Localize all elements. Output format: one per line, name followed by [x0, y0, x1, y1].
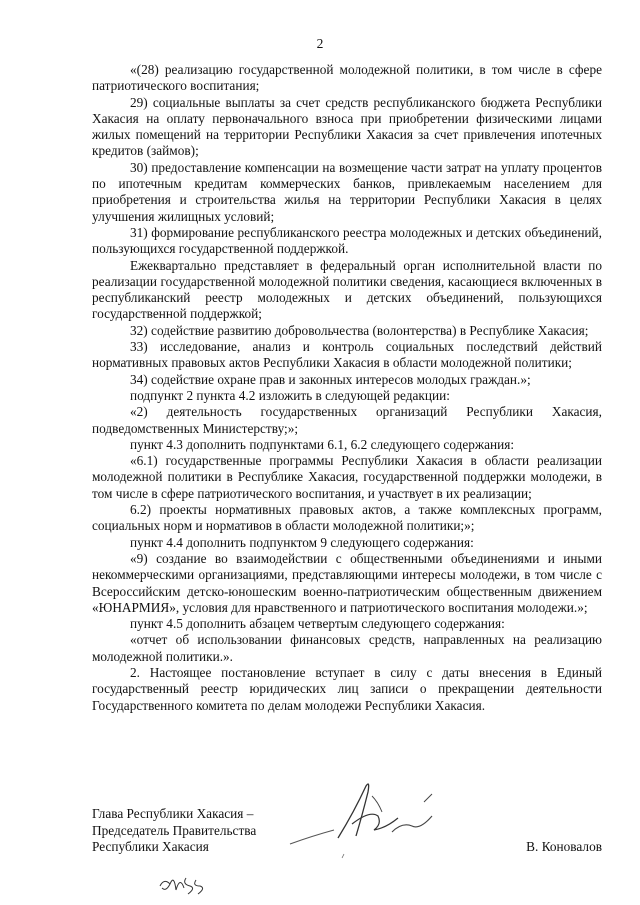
paragraph-item-29: 29) социальные выплаты за счет средств республиканского бюджета Республики Хакасия на оплату первоначального взноса при приобретении физическими лицами жилых помещений на территории Республики Хакасия за счет привлечения ипотечных кредитов (займов); — [92, 94, 602, 159]
signatory-name: В. Коновалов — [526, 839, 602, 854]
paragraph-item-34: 34) содействие охране прав и законных интересов молодых граждан.»; — [130, 371, 531, 387]
signature-block — [92, 806, 602, 866]
paragraph-amend-4-4: пункт 4.4 дополнить подпунктом 9 следующего содержания: — [130, 534, 474, 550]
paragraph-subitem-6-2: 6.2) проекты нормативных правовых актов, а также комплексных программ, социальных норм и нормативов в области молодежной политики;»; — [92, 502, 602, 534]
signatory-title — [92, 806, 256, 856]
page-number: 2 — [316, 36, 324, 51]
paragraph-subitem-9: «9) создание во взаимодействии с общественными объединениями и иными некоммерческими организациями, представляющими интересы молодежи, в том числе с Всероссийским детско-юношеским военно-патриотическим общественным движением «ЮНАРМИЯ», условия для нравственного и патриотического воспитания молодежи.»; — [92, 550, 602, 615]
paragraph-item-30: 30) предоставление компенсации на возмещение части затрат на уплату процентов по ипотечным кредитам коммерческих банков, привлекаемым населением для приобретения и строительства жилья на территории Республики Хакасия в целях улучшения жилищных условий; — [92, 159, 602, 224]
paragraph-amend-4-2: подпункт 2 пункта 4.2 изложить в следующей редакции: — [130, 387, 450, 403]
paragraph-effective-date: 2. Настоящее постановление вступает в силу с даты внесения в Единый государственный реестр юридических лиц записи о прекращении деятельности Государственного комитета по делам молодежи Республики Хакасия. — [92, 664, 602, 713]
signatory-title-line: Председатель Правительства — [92, 822, 257, 838]
paragraph-item-28: «(28) реализацию государственной молодежной политики, в том числе в сфере патриотического воспитания; — [92, 62, 602, 94]
paragraph-item-33: 33) исследование, анализ и контроль социальных последствий действий нормативных правовых актов Республики Хакасия в области молодежной политики; — [92, 339, 602, 371]
signatory-title-line: Глава Республики Хакасия – — [92, 806, 254, 821]
paragraph-amend-4-3: пункт 4.3 дополнить подпунктами 6.1, 6.2 следующего содержания: — [130, 436, 515, 452]
paragraph-item-31: 31) формирование республиканского реестра молодежных и детских объединений, пользующихся государственной поддержкой. — [92, 224, 602, 257]
paragraph-item-32: 32) содействие развитию добровольчества (волонтерства) в Республике Хакасия; — [130, 322, 589, 338]
paragraph-financial-report: «отчет об использовании финансовых средств, направленных на реализацию молодежной политики.». — [92, 632, 602, 664]
paragraph-subitem-6-1: «6.1) государственные программы Республики Хакасия в области реализации молодежной политики в Республике Хакасия, государственной поддержки молодежи, в том числе в сфере патриотического воспитания, и участвует в их реализации; — [92, 453, 602, 501]
paragraph-quarterly-report: Ежеквартально представляет в федеральный орган исполнительной власти по реализации государственной молодежной политики сведения, касающиеся включенных в республиканский реестр молодежных и детских объединений, пользующихся государственной поддержкой; — [92, 257, 602, 322]
document-body — [92, 62, 602, 714]
paragraph-subitem-2: «2) деятельность государственных организаций Республики Хакасия, подведомственных Министерству;»; — [92, 404, 602, 436]
paragraph-amend-4-5: пункт 4.5 дополнить абзацем четвертым следующего содержания: — [130, 616, 505, 632]
signatory-title-line: Республики Хакасия — [92, 839, 209, 854]
handwritten-initials — [156, 868, 216, 898]
